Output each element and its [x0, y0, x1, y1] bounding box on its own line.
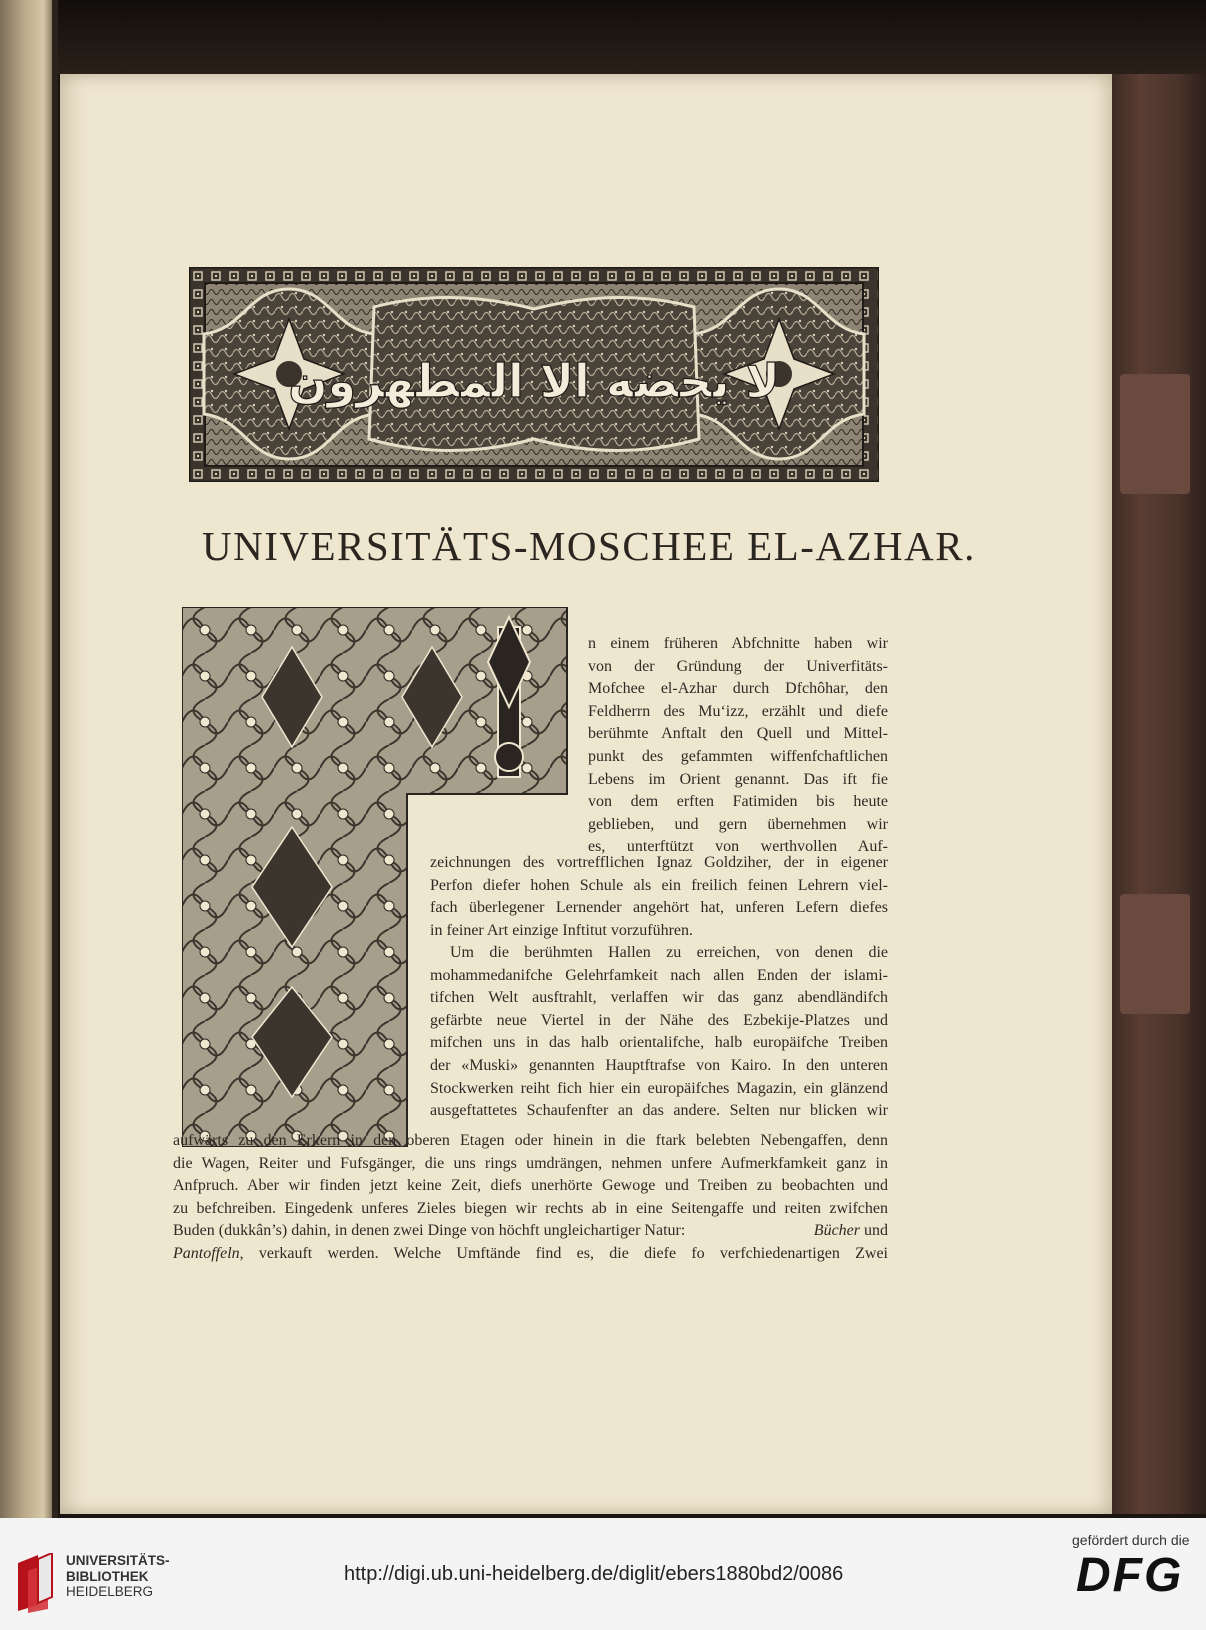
text-paragraph-2	[430, 942, 888, 1123]
text-line: es, unterftützt von werthvollen Auf-	[588, 838, 888, 856]
text-line: der «Muski» genannten Hauptftrafse von Kairo. In den unteren	[430, 1056, 888, 1074]
dfg-logo[interactable]: DFG	[1076, 1549, 1184, 1602]
text-line: tifchen Welt ausftrahlt, verlaffen wir das ganz abendländifch	[430, 989, 888, 1007]
text-line: die Wagen, Reiter und Fufsgänger, die uns rings umdrängen, nehmen unfere Aufmerkfamkeit ganz in	[173, 1154, 888, 1172]
book-cover-edge	[1112, 74, 1206, 1514]
text-full-width	[173, 1130, 888, 1266]
text-line: ausgeftattetes Schaufenfter an das andere. Selten nur blicken wir	[430, 1102, 888, 1120]
left-page-edge	[0, 0, 58, 1518]
text-line: geblieben, und gern übernehmen wir	[588, 815, 888, 833]
ornamental-banner	[189, 267, 879, 482]
text-line: n einem früheren Abfchnitte haben wir	[588, 635, 888, 652]
text-line: punkt des gefammten wiffenfchaftlichen	[588, 747, 888, 765]
library-line1: UNIVERSITÄTS-	[66, 1553, 170, 1568]
permalink-url[interactable]: http://digi.ub.uni-heidelberg.de/diglit/ebers1880bd2/0086	[344, 1563, 844, 1585]
italic-word: Pantoffeln	[173, 1244, 240, 1262]
text-line: gefärbte neue Viertel in der Nähe des Ezbekije-Platzes und	[430, 1011, 888, 1029]
arabic-calligraphy: لا يحضه الا المطهرون	[288, 354, 780, 408]
text-line: mohammedanifche Gelehrfamkeit nach allen Enden der islami-	[430, 966, 888, 984]
viewer-footer	[0, 1518, 1206, 1630]
text-line: aufwärts zu den Erkern in den oberen Etagen oder hinein in die ftark belebten Nebengaffen, denn	[173, 1132, 888, 1149]
text-word: und	[864, 1222, 888, 1240]
scan-background	[58, 0, 1206, 74]
text-line: zu befchreiben. Eingedenk unferes Zieles biegen wir rechts ab in eine Seitengaffe und reiten zwifchen	[173, 1199, 888, 1217]
text-line: Stockwerken reiht fich hier ein europäifches Magazin, ein glänzend	[430, 1079, 888, 1097]
italic-word: Bücher	[813, 1222, 860, 1240]
text-line: Lebens im Orient genannt. Das ift fie	[588, 770, 888, 788]
library-line3: HEIDELBERG	[66, 1584, 154, 1599]
text-line: fach überlegener Lernender angehört hat, unferen Lefern diefes	[430, 899, 888, 917]
text-line: , verkauft werden. Welche Umftände find es, die diefe fo verfchiedenartigen Zwei	[239, 1244, 888, 1262]
text-line: Feldherrn des Mu‘izz, erzählt und diefe	[588, 702, 888, 720]
library-name[interactable]	[66, 1553, 170, 1600]
text-line: Buden (dukkân’s) dahin, in denen zwei Dinge von höchft ungleichartiger Natur:	[173, 1222, 686, 1240]
text-line: Um die berühmten Hallen zu erreichen, von denen die	[450, 944, 888, 961]
text-line: zeichnungen des vortrefflichen Ignaz Goldziher, der in eigener	[430, 854, 888, 871]
text-line: berühmte Anftalt den Quell und Mittel-	[588, 725, 888, 743]
library-logo-icon[interactable]	[14, 1553, 54, 1613]
text-line: Mofchee el-Azhar durch Dfchôhar, den	[588, 680, 888, 698]
text-line: von dem erften Fatimiden bis heute	[588, 793, 888, 811]
text-paragraph-1-continuation	[430, 852, 888, 942]
library-line2: BIBLIOTHEK	[66, 1568, 149, 1584]
text-line: mifchen uns in das halb orientalifche, halb europäifche Treiben	[430, 1034, 888, 1052]
text-line: Perfon diefer hohen Schule als ein freilich feinen Lehrern viel-	[430, 876, 888, 894]
sponsor-label: gefördert durch die	[1072, 1532, 1190, 1548]
text-line: von der Gründung der Univerfitäts-	[588, 657, 888, 675]
text-column-beside-initial	[588, 633, 888, 859]
text-line: Anfpruch. Aber wir finden jetzt keine Zeit, diefs unerhörte Gewoge und Treiben zu beobachten und	[173, 1177, 888, 1195]
page-title: UNIVERSITÄTS-MOSCHEE EL-AZHAR.	[202, 523, 976, 569]
text-line: in feiner Art einzige Inftitut vorzuführen.	[430, 921, 694, 939]
